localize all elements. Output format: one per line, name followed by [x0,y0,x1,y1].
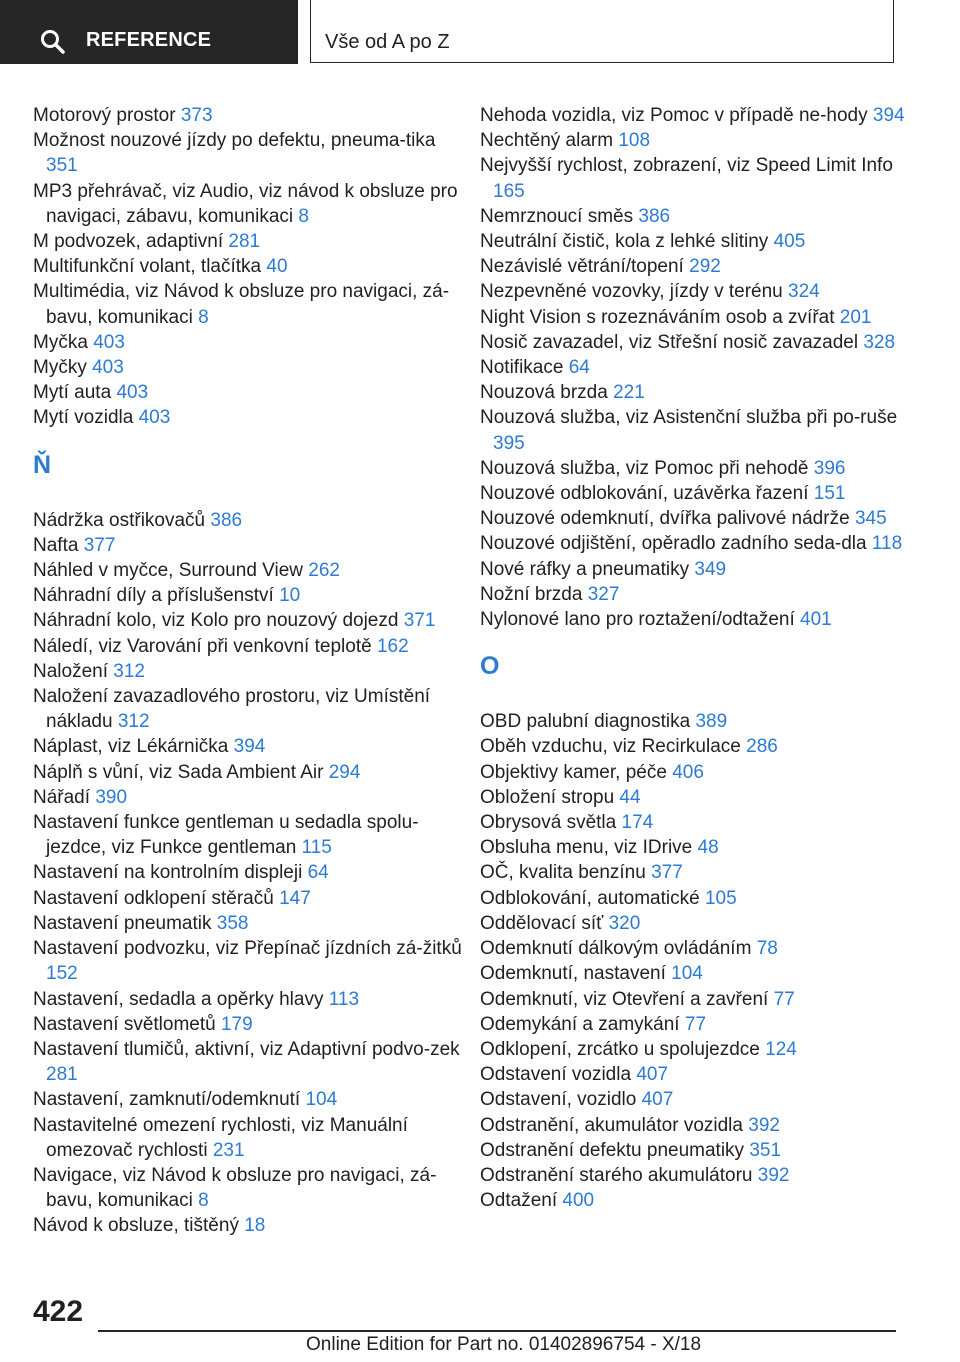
index-entry [480,785,912,810]
page-reference-link[interactable]: 324 [788,281,820,303]
page-reference-link[interactable]: 392 [748,1114,780,1136]
page-reference-link[interactable]: 281 [228,231,261,253]
page-reference-link[interactable]: 64 [307,862,329,884]
section-letter: O [480,652,500,681]
index-entry [33,659,465,684]
index-entry [33,684,465,734]
page-reference-link[interactable]: 281 [46,1064,78,1086]
index-entry [480,961,912,986]
index-entry-text: Myčky [33,357,87,379]
section-letter: Ň [33,450,52,479]
page-reference-link[interactable]: 104 [671,963,703,985]
index-column-right [480,103,912,1213]
index-entry [33,229,465,254]
page-reference-link[interactable]: 162 [376,635,409,657]
page-reference-link[interactable]: 377 [83,534,116,556]
page-reference-link[interactable]: 105 [704,887,737,909]
index-entry [33,1113,465,1163]
index-entry-text: Nouzové odblokování, uzávěrka řazení [480,483,809,505]
index-entry [480,279,912,304]
index-entry-text: Odemykání a zamykání [480,1013,680,1035]
index-entry [480,1138,912,1163]
index-entry-text: Nouzová služba, viz Pomoc při nehodě [480,457,809,479]
page-reference-link[interactable]: 152 [46,963,78,985]
index-entry [480,128,912,153]
index-entry-text: Neutrální čistič, kola z lehké slitiny [480,231,769,253]
index-entry-text: Nožní brzda [480,583,583,605]
index-entry-text: Odblokování, automatické [480,887,700,909]
index-entry [480,607,912,632]
tab-reference-label: REFERENCE [86,29,212,51]
index-entry-text: Nafta [33,534,79,556]
index-entry-text: Multifunkční volant, tlačítka [33,256,262,278]
index-entry-text: Obrysová světla [480,812,617,834]
index-entry [480,1037,912,1062]
page-reference-link[interactable]: 77 [773,988,795,1010]
index-entry-text: Nouzová služba, viz Asistenční služba při po-ruše [480,407,898,429]
index-entry [33,128,465,178]
index-entry [33,734,465,759]
page-reference-link[interactable]: 396 [813,457,846,479]
page-reference-link[interactable]: 201 [839,306,872,328]
index-entry-text: Odstranění, akumulátor vozidla [480,1114,743,1136]
index-entry-text: Nádržka ostřikovačů [33,509,206,531]
page-reference-link[interactable]: 358 [216,912,249,934]
page-reference-link[interactable]: 286 [746,736,778,758]
page-reference-link[interactable]: 392 [757,1164,790,1186]
index-entry-text: Náhradní díly a příslušenství [33,585,274,607]
page-reference-link[interactable]: 124 [765,1038,797,1060]
index-entry-text: Night Vision s rozeznáváním osob a zvířat [480,306,835,328]
index-entry-text: MP3 přehrávač, viz Audio, viz návod k obsluze pro navigaci, zábavu, komunikaci [33,180,458,227]
index-entry [33,533,465,558]
page-reference-link[interactable]: 231 [212,1139,245,1161]
index-entry [480,1188,912,1213]
index-entry-text: Odstranění starého akumulátoru [480,1164,753,1186]
index-entry-text: Nezpevněné vozovky, jízdy v terénu [480,281,783,303]
index-entry-text: Odklopení, zrcátko u spolujezdce [480,1038,760,1060]
page-reference-link[interactable]: 151 [813,483,846,505]
page-reference-link[interactable]: 351 [46,155,78,177]
page-reference-link[interactable]: 349 [694,558,727,580]
page-reference-link[interactable]: 174 [621,812,654,834]
index-entry [480,760,912,785]
index-entry [33,279,465,329]
index-entry-text: Náplň s vůní, viz Sada Ambient Air [33,761,324,783]
index-entry-text: OBD palubní diagnostika [480,711,691,733]
page-reference-link[interactable]: 400 [562,1190,595,1212]
index-entry-text: Odstavení, vozidlo [480,1089,637,1111]
index-entry [33,987,465,1012]
page-reference-link[interactable]: 407 [641,1089,674,1111]
page-reference-link[interactable]: 327 [587,583,620,605]
index-entry [33,558,465,583]
page-reference-link[interactable]: 104 [305,1089,338,1111]
page-reference-link[interactable]: 312 [113,660,145,682]
index-entry-text: Oddělovací síť [480,912,604,934]
index-entry-text: Náhled v myčce, Surround View [33,560,303,582]
index-entry [33,254,465,279]
page-reference-link[interactable]: 221 [613,382,645,404]
page-reference-link[interactable]: 377 [651,862,683,884]
index-entry-text: Nylonové lano pro roztažení/odtažení [480,609,795,631]
index-entry [33,1012,465,1037]
index-entry [480,709,912,734]
index-entry [33,583,465,608]
page-reference-link[interactable]: 108 [618,130,651,152]
page-reference-link[interactable]: 292 [689,256,721,278]
page-reference-link[interactable]: 179 [220,1013,253,1035]
index-entry-text: Nemrznoucí směs [480,205,634,227]
index-entry-text: Motorový prostor [33,105,176,126]
index-entry-text: Nastavení, sedadla a opěrky hlavy [33,988,324,1010]
page-reference-link[interactable]: 312 [117,711,150,733]
index-entry-text: Oběh vzduchu, viz Recirkulace [480,736,741,758]
page-reference-link[interactable]: 403 [92,357,124,379]
index-entry [480,1113,912,1138]
index-entry-text: Nezávislé větrání/topení [480,256,684,278]
index-entry-text: Mytí vozidla [33,407,134,429]
index-entry [480,380,912,405]
index-entry [33,330,465,355]
index-entry-text: Multimédia, viz Návod k obsluze pro navigaci, zá-bavu, komunikaci [33,281,450,328]
index-entry [480,355,912,380]
page-reference-link[interactable]: 77 [684,1013,707,1035]
index-entry [480,531,912,556]
page-reference-link[interactable]: 394 [233,736,266,758]
page-reference-link[interactable]: 48 [697,837,719,859]
index-entry [33,1037,465,1087]
header [0,0,960,66]
index-entry-text: Nastavení, zamknutí/odemknutí [33,1089,301,1111]
tab-a-to-z-label: Vše od A po Z [325,31,450,53]
page-reference-link[interactable]: 40 [266,256,288,278]
page-reference-link[interactable]: 165 [493,180,525,202]
page-reference-link[interactable]: 18 [244,1215,266,1237]
index-entry [33,103,465,128]
index-entry-text: Nouzové odjištění, opěradlo zadního seda-dla [480,533,867,555]
index-entry [480,810,912,835]
index-entry [480,456,912,481]
index-entry [480,886,912,911]
page-reference-link[interactable]: 115 [301,837,332,859]
index-entry-text: Nastavení pneumatik [33,912,212,934]
index-entry [480,405,912,455]
index-entry [480,582,912,607]
index-entry-text: Odtažení [480,1190,558,1212]
index-entry-text: M podvozek, adaptivní [33,231,224,253]
page-reference-link[interactable]: 373 [180,105,213,126]
page-reference-link[interactable]: 8 [198,306,209,328]
index-entry-text: Nouzová brzda [480,382,608,404]
index-entry [480,911,912,936]
page-reference-link[interactable]: 345 [854,508,887,530]
page-reference-link[interactable]: 390 [95,786,128,808]
page-reference-link[interactable]: 394 [872,105,905,126]
page-reference-link[interactable]: 403 [138,407,171,429]
page-reference-link[interactable]: 64 [568,357,590,379]
index-entry-text: Nouzové odemknutí, dvířka palivové nádrže [480,508,850,530]
index-entry [480,103,912,128]
index-entry [33,508,465,533]
index-entry [480,204,912,229]
page-reference-link[interactable]: 389 [695,711,728,733]
index-entry [480,330,912,355]
index-entry-text: Možnost nouzové jízdy po defektu, pneuma-tika [33,130,436,152]
index-entry [480,1062,912,1087]
index-entry-text: Odemknutí dálkovým ovládáním [480,938,752,960]
index-entry [480,305,912,330]
index-entry-text: Objektivy kamer, péče [480,761,667,783]
index-entry-text: Nejvyšší rychlost, zobrazení, viz Speed Limit Info [480,155,893,177]
index-entry [33,179,465,229]
page-reference-link[interactable]: 386 [210,509,243,531]
index-entry [33,608,465,633]
index-entry-text: Náplast, viz Lékárnička [33,736,229,758]
page-reference-link[interactable]: 10 [279,585,301,607]
index-entry-text: Návod k obsluze, tištěný [33,1215,239,1237]
page-reference-link[interactable]: 403 [116,382,149,404]
page-reference-link[interactable]: 147 [279,887,311,909]
index-entry [33,634,465,659]
page-reference-link[interactable]: 395 [493,432,525,454]
page-reference-link[interactable]: 386 [638,205,671,227]
page-reference-link[interactable]: 401 [800,609,832,631]
index-entry [33,810,465,860]
index-entry-text: Nastavení odklopení stěračů [33,887,274,909]
index-entry-text: Nářadí [33,786,91,808]
search-icon [40,29,66,55]
footer-divider [98,1330,896,1332]
index-entry [480,153,912,203]
index-entry [33,760,465,785]
index-entry-text: Náledí, viz Varování při venkovní teplotě [33,635,372,657]
index-entry [33,1213,465,1238]
index-entry-text: Nové ráfky a pneumatiky [480,558,690,580]
index-entry [480,936,912,961]
index-entry [33,380,465,405]
page-reference-link[interactable]: 371 [403,610,436,632]
index-entry [33,785,465,810]
page-reference-link[interactable]: 328 [863,331,896,353]
page-reference-link[interactable]: 78 [756,938,778,960]
index-entry [33,886,465,911]
index-entry [33,1163,465,1213]
index-entry-text: OČ, kvalita benzínu [480,862,646,884]
page-reference-link[interactable]: 113 [328,988,360,1010]
index-entry [33,936,465,986]
page-reference-link[interactable]: 118 [871,533,903,555]
page-reference-link[interactable]: 8 [198,1190,209,1212]
index-entry-text: Odstranění defektu pneumatiky [480,1139,745,1161]
index-entry [480,1087,912,1112]
index-entry-text: Myčka [33,331,88,353]
index-entry [480,557,912,582]
index-entry [33,911,465,936]
index-entry [480,1012,912,1037]
page-reference-link[interactable]: 44 [619,786,641,808]
index-entry-text: Nastavitelné omezení rychlosti, viz Manuální omezovač rychlosti [33,1114,408,1161]
index-entry [480,860,912,885]
page-reference-link[interactable]: 403 [93,331,125,353]
index-entry [33,1087,465,1112]
index-entry-text: Nastavení funkce gentleman u sedadla spolu-jezdce, viz Funkce gentleman [33,812,419,859]
index-entry-text: Nastavení tlumičů, aktivní, viz Adaptivní podvo-zek [33,1038,460,1060]
index-entry-text: Mytí auta [33,382,112,404]
index-entry-text: Odstavení vozidla [480,1064,632,1086]
page-number: 422 [33,1295,84,1328]
index-entry [480,481,912,506]
index-entry-text: Odemknutí, nastavení [480,963,666,985]
index-entry-text: Nastavení podvozku, viz Přepínač jízdních zá-žitků [33,938,462,960]
index-entry-text: Obložení stropu [480,786,615,808]
index-entry-text: Nastavení na kontrolním displeji [33,862,303,884]
footer-edition: Online Edition for Part no. 01402896754 - X/18 [306,1334,702,1355]
index-entry-text: Nehoda vozidla, viz Pomoc v případě ne-hody [480,105,868,126]
page-reference-link[interactable]: 8 [298,205,309,227]
tab-reference[interactable] [0,0,298,64]
page-reference-link[interactable]: 351 [749,1139,782,1161]
index-entry-text: Naložení [33,660,108,682]
index-entry-text: Obsluha menu, viz IDrive [480,837,693,859]
index-entry [480,506,912,531]
page-reference-link[interactable]: 294 [328,761,361,783]
index-entry [480,229,912,254]
index-entry [480,835,912,860]
page-reference-link[interactable]: 405 [773,231,806,253]
index-entry-text: Notifikace [480,357,564,379]
index-entry [480,254,912,279]
index-entry [480,987,912,1012]
page-reference-link[interactable]: 407 [636,1064,669,1086]
index-entry-text: Navigace, viz Návod k obsluze pro navigaci, zá-bavu, komunikaci [33,1164,437,1212]
index-entry-text: Odemknutí, viz Otevření a zavření [480,988,769,1010]
index-entry-text: Nechtěný alarm [480,130,614,152]
index-column-left [33,103,465,1239]
index-entry [480,1163,912,1188]
page-reference-link[interactable]: 320 [608,912,641,934]
index-entry [33,405,465,430]
page-reference-link[interactable]: 406 [672,761,704,783]
index-entry [33,860,465,885]
index-entry-text: Naložení zavazadlového prostoru, viz Umístění nákladu [33,686,431,733]
index-entry [33,355,465,380]
page-reference-link[interactable]: 262 [308,560,340,582]
tab-a-to-z[interactable] [310,0,894,63]
index-entry-text: Nosič zavazadel, viz Střešní nosič zavazadel [480,331,859,353]
index-entry-text: Nastavení světlometů [33,1013,216,1035]
index-entry-text: Náhradní kolo, viz Kolo pro nouzový dojezd [33,610,399,632]
index-entry [480,734,912,759]
